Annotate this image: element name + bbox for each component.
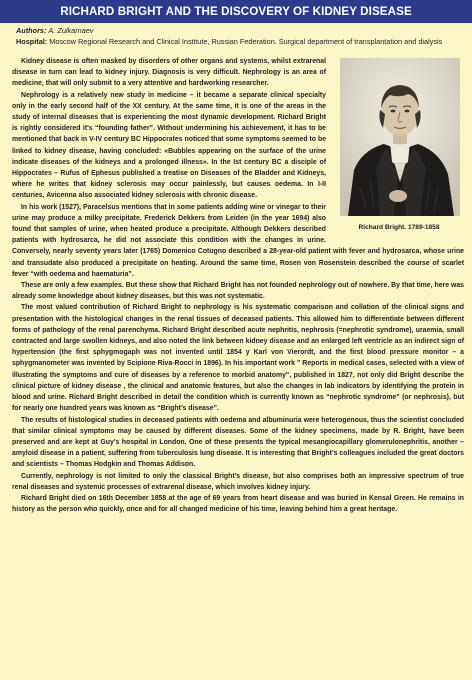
- paragraph: Kidney disease is often masked by disorders of other organs and systems, whilst extrarenal disease in turn can lead to kidney injury. Diagnosis is very difficult. Nephrology is an area of medicine, that will only submit to a very attentive and hardworking researcher.: [12, 58, 326, 88]
- authors-value: A. Zulkarnaev: [48, 26, 94, 35]
- hospital-label: Hospital:: [16, 37, 48, 46]
- paragraph: In his work (1527), Paracelsus mentions that in some patients adding wine or vinegar to their urine may produce a milky precipitate. Frederick Dekkers from Leiden (in the year 1694) also found that samples of urine, when heated produce a precipitate. Although Dekkers described patients with hydrosarca, he did not associate this condition with the changes in urine. Conversely, nearly seventy years later (1765) Domenico Cotugno described a 28-year-old patient with fever and hydrosarca, whose urine and transudate also produced a precipitate on heating. Around the same time, Rosen von Rosenstein described the course of scarlet fever “with oedema and haematuria”.: [12, 203, 464, 278]
- hospital-value: Moscow Regional Research and Clinical Institute, Russian Federation. Surgical department of transplantation and dialysis: [49, 37, 443, 46]
- paragraph: Nephrology is a relatively new study in medicine – it became a separate clinical specialty only in the early second half of the XX century. At the same time, it is one of the areas in the study of internal diseases that is experiencing the most dynamic development. Richard Bright is rightly considered it's “founding father”. Without undermining his achievement, it has to be mentioned that back in V-IV century BC Hippocrates noticed that some symptoms seemed to be linked to kidney disease, having concluded: «Bubbles appearing on the surface of the urine indicate diseases of the kidneys and a prolonged illness». In the Ist century BC a disciple of Hippocrates – Rufus of Ephesus published a treatise on Diseases of the Bladder and Kidneys, where he writes that kidney sclerosis may occur painlessly, but causes oedema. In I-II centuries, Avicenna also associated kidney sclerosis with chronic disease.: [12, 91, 326, 200]
- article-body: [12, 56, 464, 515]
- portrait-engraving: [340, 58, 460, 216]
- paragraph: The most valued contribution of Richard Bright to nephrology is his systematic comparison and collation of the clinical signs and presentation with the histological changes in the renal tissues of deceased patients. This allowed him to differentiate between different forms of pathology of the renal parenchyma. Richard Bright described acute nephritis, nephrosis (=nephrotic syndrome), uraemia, small contracted and large swollen kidneys, and also noted the link between kidney disease and an enlarged left ventricle as an indirect sign of hypertension (the first sphygmogaph was not invented until 1854 y Karl von Vierordt, and the first blood pressure monitor – a sphygmanometer was invented by Scipione Riva-Rocci in 1896). In his important work " Reports in medical cases, selected with a view of illustrating the symptoms and cure of diseases by a reference to morbid anatomy", published in 1827, not only did Bright describe the clinical picture of kidney disease , the clinical and anatomic features, but also the changes in lab indicators by identifying the protein in blood and urine. Richard Bright described in detail the condition which is currently known as “nephrotic syndrome” (or nephrosis), but for nearly one hundred years was known as “Bright’s disease”.: [12, 304, 464, 413]
- paragraph: Richard Bright died on 16th December 1858 at the age of 69 years from heart disease and was buried in Kensal Green. He remains in history as the person who quickly, once and for all changed medicine of his time, leaving behind him a great heritage.: [12, 494, 464, 514]
- paragraph: These are only a few examples. But these show that Richard Bright has not founded nephrology out of nowhere. By that time, here was already some knowledge about kidney diseases, but this was not systematic.: [12, 282, 464, 301]
- authors-line: [16, 26, 93, 35]
- portrait-caption: Richard Bright. 1789-1858: [358, 224, 440, 231]
- poster-title: RICHARD BRIGHT AND THE DISCOVERY OF KIDNEY DISEASE: [0, 0, 472, 23]
- richard-bright-portrait: [340, 58, 460, 216]
- hospital-line: [16, 37, 442, 46]
- authors-label: Authors:: [16, 26, 47, 35]
- paragraph: The results of histological studies in deceased patients with oedema and albuminuria were heterogenous, thus the scientist concluded that similar clinical symptoms may be caused by different diseases. Some of the kidney specimens, made by R. Bright, have been preserved and are kept at Guy’s hospital in London. One of these presents the typical mesangiocapillary glomerulonephritis, another – amyloid disease in a patient, suffering from tuberculosis lung disease. It is interesting that Bright’s colleagues included the great doctors and scientists – Thomas Hodgkin and Thomas Addison.: [12, 416, 464, 469]
- portrait-figure: [334, 58, 464, 234]
- paragraph: Currently, nephrology is not limited to only the classical Bright’s disease, but also comprises both an impressive spectrum of true renal diseases and systemic processes of extrarenal disease, which involves kidney injury.: [12, 472, 464, 491]
